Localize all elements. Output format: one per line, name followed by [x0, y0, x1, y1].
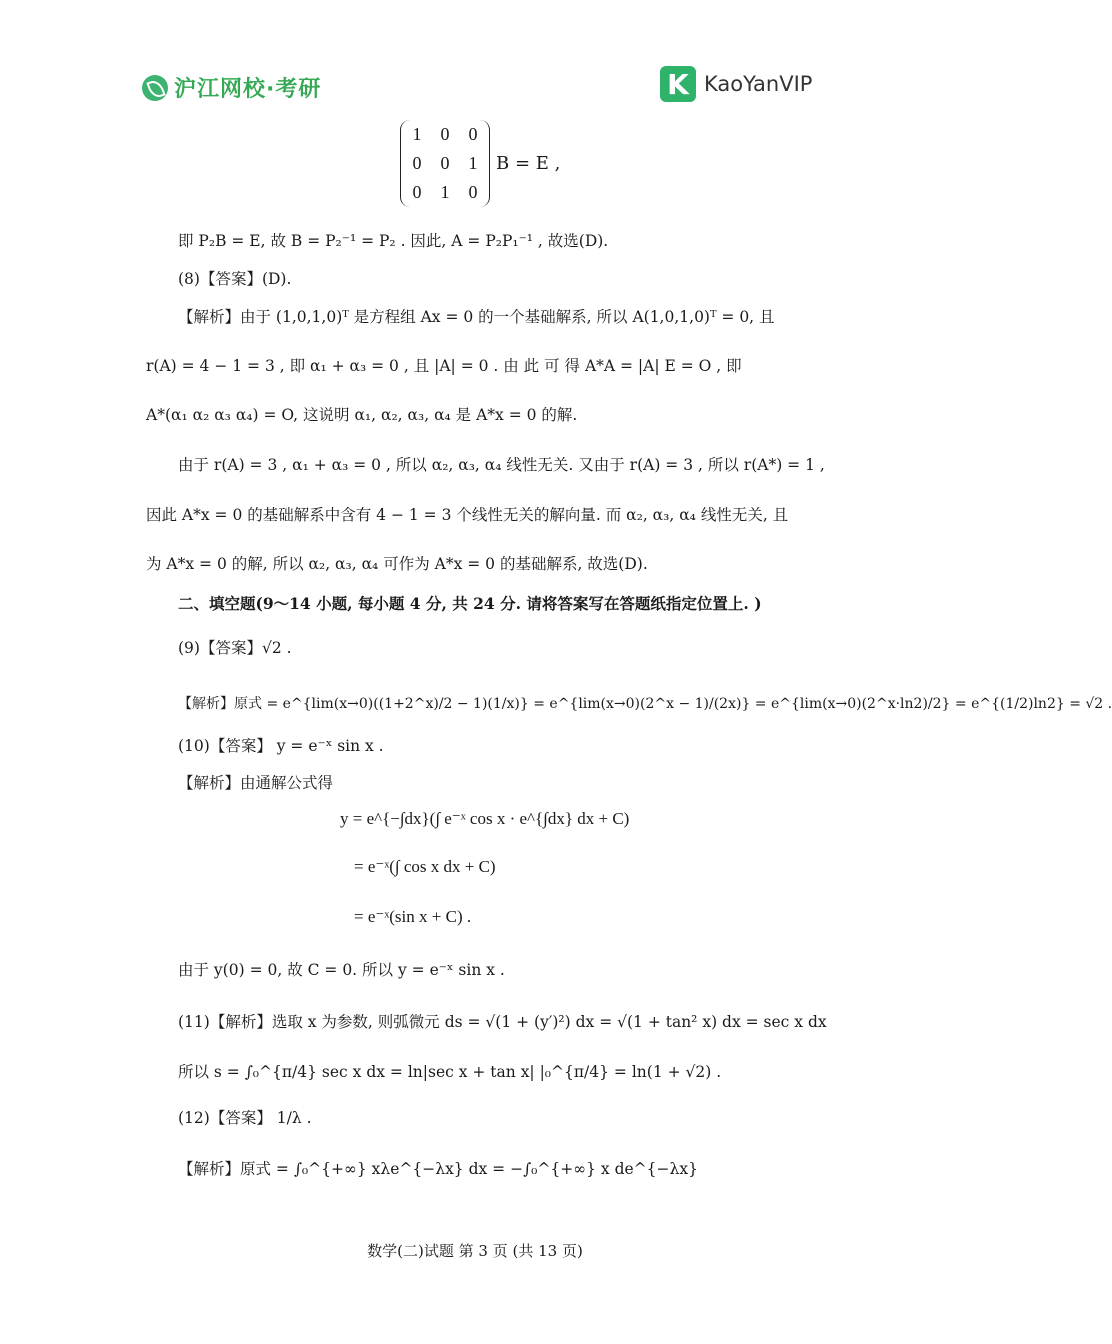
q10-eq-3: = e⁻ˣ(sin x + C) . [354, 907, 472, 926]
leaf-icon [142, 75, 168, 101]
page-footer: 数学(二)试题 第 3 页 (共 13 页) [367, 1242, 583, 1260]
q10-eq-1: y = e^{−∫dx}(∫ e⁻ˣ cos x · e^{∫dx} dx + C) [340, 809, 630, 828]
q8-analysis-6: 为 A*x = 0 的解, 所以 α₂, α₃, α₄ 可作为 A*x = 0 的基础解系, 故选(D). [146, 555, 648, 573]
matrix-equation [400, 120, 560, 207]
kaoyanvip-k-icon: K [660, 66, 696, 102]
q8-analysis-4: 由于 r(A) = 3 , α₁ + α₃ = 0 , 所以 α₂, α₃, α₄ 线性无关. 又由于 r(A) = 3 , 所以 r(A*) = 1 , [178, 456, 825, 474]
hujiang-logo-text: 沪江网校·考研 [174, 77, 322, 102]
q8-analysis-5: 因此 A*x = 0 的基础解系中含有 4 − 1 = 3 个线性无关的解向量. 而 α₂, α₃, α₄ 线性无关, 且 [146, 506, 789, 524]
q9-answer: (9)【答案】√2 . [178, 639, 292, 657]
section-2-heading: 二、填空题(9～14 小题, 每小题 4 分, 共 24 分. 请将答案写在答题纸指定位置上. ) [178, 594, 762, 613]
permutation-matrix: 1 0 0 0 0 1 0 1 0 [400, 120, 490, 207]
hujiang-logo [142, 72, 321, 103]
q8-analysis-2: r(A) = 4 − 1 = 3 , 即 α₁ + α₃ = 0 , 且 |A| = 0 . 由 此 可 得 A*A = |A| E = O , 即 [146, 357, 742, 375]
q12-answer: (12)【答案】 1/λ . [178, 1109, 312, 1127]
q12-analysis: 【解析】原式 = ∫₀^{+∞} xλe^{−λx} dx = −∫₀^{+∞} x de^{−λx} [178, 1160, 698, 1178]
matrix-rhs: B = E , [496, 153, 561, 174]
q10-analysis-2: 由于 y(0) = 0, 故 C = 0. 所以 y = e⁻ˣ sin x . [178, 961, 505, 979]
line-p2b: 即 P₂B = E, 故 B = P₂⁻¹ = P₂ . 因此, A = P₂P₁⁻¹ , 故选(D). [178, 232, 609, 250]
q10-answer: (10)【答案】 y = e⁻ˣ sin x . [178, 737, 384, 755]
q8-analysis-3: A*(α₁ α₂ α₃ α₄) = O, 这说明 α₁, α₂, α₃, α₄ 是 A*x = 0 的解. [146, 406, 578, 424]
q8-analysis-1: 【解析】由于 (1,0,1,0)ᵀ 是方程组 Ax = 0 的一个基础解系, 所以 A(1,0,1,0)ᵀ = 0, 且 [178, 308, 775, 326]
q11-analysis-1: (11)【解析】选取 x 为参数, 则弧微元 ds = √(1 + (y′)²) dx = √(1 + tan² x) dx = sec x dx [178, 1013, 827, 1031]
q11-analysis-2: 所以 s = ∫₀^{π/4} sec x dx = ln|sec x + tan x| |₀^{π/4} = ln(1 + √2) . [178, 1063, 722, 1081]
q10-analysis-intro: 【解析】由通解公式得 [178, 774, 334, 792]
q9-analysis: 【解析】原式 = e^{lim(x→0)((1+2^x)/2 − 1)(1/x)} = e^{lim(x→0)(2^x − 1)/(2x)} = e^{lim(x→0)(2^x·ln2)/2} = e^{(1/2)ln2} = √2 . [178, 696, 1112, 712]
kaoyanvip-logo-text: KaoYanVIP [704, 72, 813, 96]
q8-answer: (8)【答案】(D). [178, 270, 292, 288]
q10-eq-2: = e⁻ˣ(∫ cos x dx + C) [354, 857, 496, 876]
kaoyanvip-logo [660, 66, 812, 102]
